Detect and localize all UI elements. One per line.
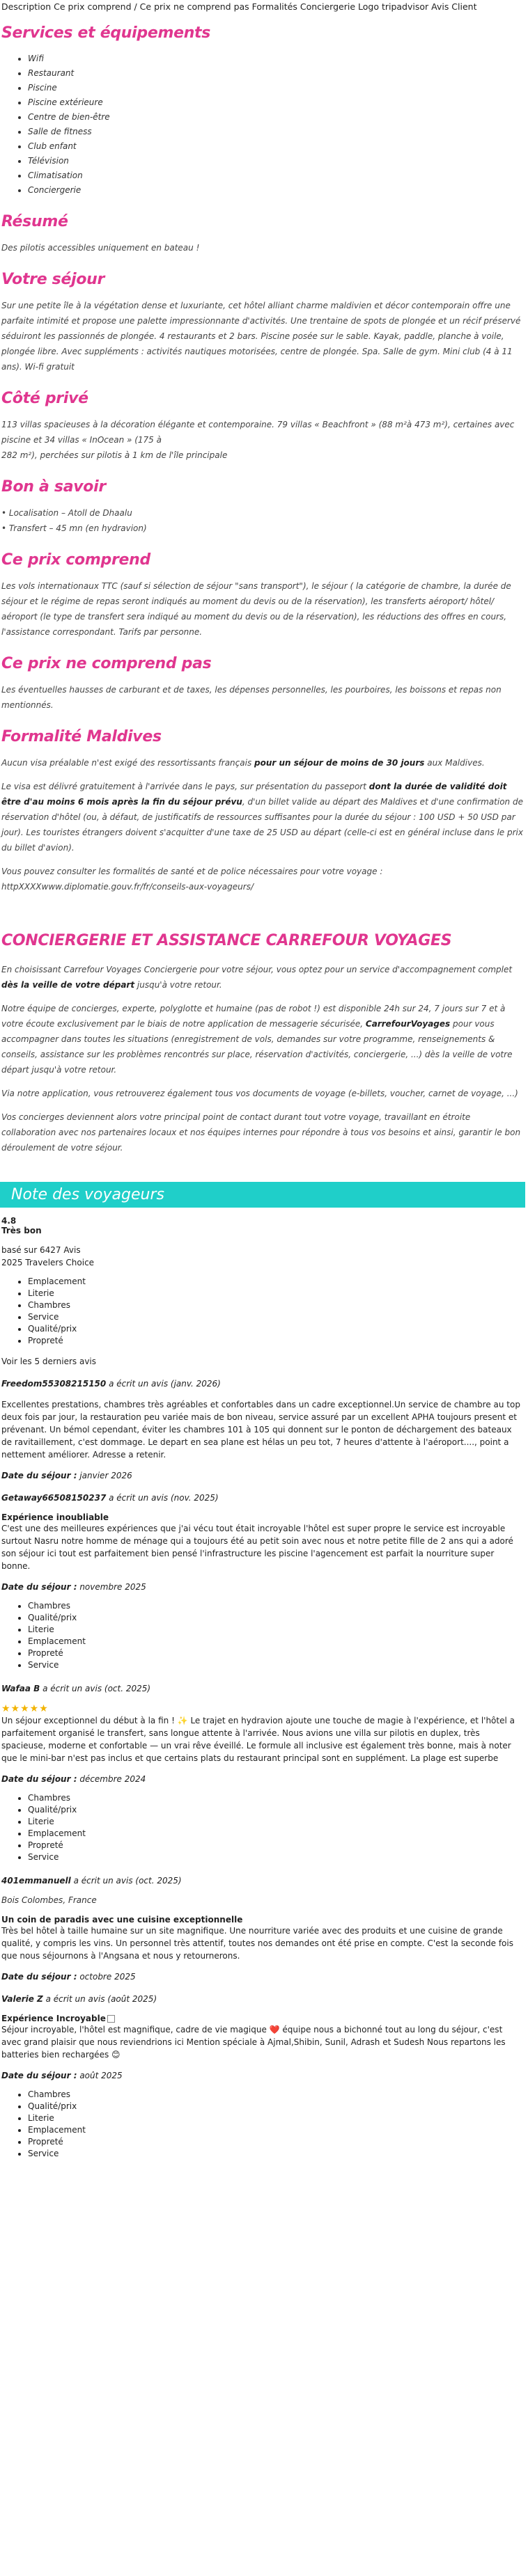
text-bold: dès la veille de votre départ (1, 980, 135, 990)
rating-criteria (1, 1276, 524, 1347)
review-stay-date (1, 1774, 524, 1784)
review-criterion: • Literie (28, 1624, 524, 1636)
review-criterion: • Chambres (28, 2089, 524, 2101)
rating-criterion: • Qualité/prix (28, 1323, 524, 1335)
service-item: • Conciergerie (28, 183, 524, 198)
sejour-section (0, 271, 525, 374)
review-item (1, 1684, 524, 1863)
see-last-reviews-link[interactable]: Voir les 5 derniers avis (1, 1357, 97, 1366)
review-text: Un séjour exceptionnel du début à la fin ! ✨ Le trajet en hydravion ajoute une touche de magie à l'expérience, et l'hôtel a parfaitement organisé le transfert, sans longue attente à l'arrivée. Nous avions une villa sur pilotis en duplex, très spacieuse, moderne et confortable — un vrai rêve éveillé. Le formule all inclusive est également très bonne, mais à noter que le mini-bar n'est pas inclus et que certains plats du restaurant principal sont en supplément. La plage est superbe (1, 1716, 515, 1763)
review-stay-date (1, 1972, 524, 1982)
review-criterion: • Service (28, 2148, 524, 2160)
breadcrumb[interactable]: Description Ce prix comprend / Ce prix ne comprend pas Formalités Conciergerie Logo tripadvisor Avis Client (1, 1, 477, 12)
review-stay-value: novembre 2025 (79, 1582, 146, 1592)
review-criterion: • Propreté (28, 2136, 524, 2148)
review-stay-label: Date du séjour : (1, 1582, 77, 1592)
sejour-title: Votre séjour (1, 271, 105, 288)
review-title-text: Expérience Incroyable (1, 2014, 106, 2023)
savoir-line: • Transfert – 45 mn (en hydravion) (1, 523, 147, 533)
review-title (1, 1512, 524, 1522)
rating-score: 4.8 (1, 1216, 17, 1226)
review-author[interactable]: Freedom55308215150 (1, 1379, 107, 1389)
service-item: • Wifi (28, 52, 524, 66)
conciergerie-section (0, 932, 525, 1155)
services-list (1, 52, 524, 198)
review-item (1, 1379, 524, 1480)
conciergerie-p4: Vos concierges deviennent alors votre principal point de contact durant tout votre voyage, travaillant en étroite collaboration avec nos partenaires locaux et nos équipes internes pour répondre à tous vos besoins et ainsi, garantir le bon déroulement de votre séjour. (1, 1112, 521, 1153)
reviews-section (0, 1216, 525, 2160)
comprend-title: Ce prix comprend (1, 551, 150, 569)
review-title (1, 2014, 524, 2023)
prive-line: 113 villas spacieuses à la décoration élégante et contemporaine. 79 villas « Beachfront » (88 m²à 473 m²), certaines avec piscine et 34 villas « InOcean » (175 à (1, 420, 515, 445)
service-item: • Climatisation (28, 168, 524, 183)
text-run: Le visa est délivré gratuitement à l'arrivée dans le pays, sur présentation du passeport (1, 782, 369, 791)
review-criterion: • Service (28, 1851, 524, 1863)
review-wrote: a écrit un avis (oct. 2025) (70, 1876, 182, 1886)
review-author[interactable]: Getaway66508150237 (1, 1493, 107, 1503)
rating-criterion: • Service (28, 1311, 524, 1323)
service-item: • Club enfant (28, 139, 524, 154)
review-stay-value: janvier 2026 (79, 1471, 132, 1480)
reviews-list (1, 1379, 524, 2160)
conciergerie-p3: Via notre application, vous retrouverez également tous vos documents de voyage (e-billets, voucher, carnet de voyage, ...) (1, 1089, 518, 1098)
review-title-text: Expérience inoubliable (1, 1512, 109, 1522)
conciergerie-p2 (1, 1001, 524, 1077)
placeholder-box-icon (107, 2015, 115, 2023)
review-stay-label: Date du séjour : (1, 1471, 77, 1480)
service-item: • Piscine (28, 81, 524, 95)
review-criterion: • Emplacement (28, 1828, 524, 1840)
review-stay-date (1, 1582, 524, 1592)
review-author-line (1, 1994, 524, 2004)
review-item (1, 1994, 524, 2160)
review-author[interactable]: 401emmanuell (1, 1876, 71, 1886)
review-criterion: • Literie (28, 2112, 524, 2124)
savoir-section (0, 478, 525, 536)
prive-title: Côté privé (1, 390, 88, 407)
review-criteria (1, 1600, 524, 1671)
comprend-section (0, 551, 525, 640)
conciergerie-title: CONCIERGERIE ET ASSISTANCE CARREFOUR VOYAGES (1, 932, 452, 949)
review-criterion: • Emplacement (28, 2124, 524, 2136)
ne-comprend-title: Ce prix ne comprend pas (1, 655, 212, 672)
review-author[interactable]: Valerie Z (1, 1994, 43, 2004)
review-item (1, 1876, 524, 1982)
review-stay-value: août 2025 (79, 2071, 123, 2080)
resume-section (0, 213, 525, 255)
review-stay-value: décembre 2024 (79, 1774, 146, 1784)
text-run: pour vous accompagner dans toutes les situations (enregistrement de vols, demandes sur votre programme, renseignements & conseils, assistance sur les problèmes rencontrés sur place, réservation d'activités, conciergerie, ...) dès la veille de votre départ jusqu'à votre retour. (1, 1019, 513, 1075)
review-criterion: • Chambres (28, 1600, 524, 1612)
service-item: • Centre de bien-être (28, 110, 524, 125)
review-text: Séjour incroyable, l'hôtel est magnifique, cadre de vie magique ❤️ équipe nous a bichonné tout au long du séjour, c'est avec grand plaisir que nous reviendrions ici Mention spéciale à Ajmal,Shibin, Sunil, Adrash et Sudesh Nous repartons les batteries bien rechargées 😊 (1, 2025, 506, 2060)
text-bold: CarrefourVoyages (365, 1019, 451, 1029)
review-stay-date (1, 1471, 524, 1480)
review-text: Très bel hôtel à taille humaine sur un site magnifique. Une nourriture variée avec des produits et une cuisine de grande qualité, y compris les vins. Un personnel très attentif, toutes nos demandes ont été prise en compte. C'est la seconde fois que nous séjournons à l'Angsana et nous y retournerons. (1, 1926, 513, 1961)
formalite-section (0, 728, 525, 894)
review-title (1, 1915, 524, 1925)
ne-comprend-section (0, 655, 525, 713)
review-criterion: • Propreté (28, 1647, 524, 1659)
review-item (1, 1493, 524, 1671)
review-criterion: • Propreté (28, 1840, 524, 1851)
review-criterion: • Literie (28, 1816, 524, 1828)
text-run: Aucun visa préalable n'est exigé des ressortissants français (1, 758, 255, 768)
text-bold: dont la durée de validité doit être d'au moins 6 mois après la fin du séjour prévu (1, 782, 507, 807)
review-author-line (1, 1379, 524, 1389)
service-item: • Restaurant (28, 66, 524, 81)
rating-award: 2025 Travelers Choice (1, 1258, 95, 1267)
services-title: Services et équipements (1, 24, 211, 42)
savoir-line: • Localisation – Atoll de Dhaalu (1, 508, 132, 518)
review-author-line (1, 1493, 524, 1503)
text-run: jusqu'à votre retour. (134, 980, 222, 990)
review-author-line (1, 1684, 524, 1693)
conciergerie-p1 (1, 962, 524, 993)
review-text: C'est une des meilleures expériences que j'ai vécu tout était incroyable l'hôtel est super propre le service est incroyable surtout Nasru notre homme de ménage qui a toujours été au petit soin avec nous et notre petite fille de 2 ans qui a adoré son séjour ici tout est parfaitement bien pensé l'infrastructure les piscine l'agencement est parfait la nourriture super bonne. (1, 1524, 513, 1571)
rating-criterion: • Chambres (28, 1299, 524, 1311)
review-author[interactable]: Wafaa B (1, 1684, 40, 1693)
service-item: • Télévision (28, 154, 524, 168)
rating-criterion: • Propreté (28, 1335, 524, 1347)
review-wrote: a écrit un avis (oct. 2025) (40, 1684, 151, 1693)
review-stay-value: octobre 2025 (79, 1972, 136, 1982)
review-wrote: a écrit un avis (août 2025) (42, 1994, 157, 2004)
review-criterion: • Service (28, 1659, 524, 1671)
review-criteria (1, 2089, 524, 2160)
review-wrote: a écrit un avis (nov. 2025) (106, 1493, 219, 1503)
review-criterion: • Qualité/prix (28, 1612, 524, 1624)
text-run: Notre équipe de concierges, experte, polyglotte et humaine (pas de robot !) est disponible 24h sur 24, 7 jours sur 7 et à votre écoute exclusivement par le biais de notre application de messagerie sécurisée, (1, 1004, 506, 1029)
formalite-p2 (1, 779, 524, 855)
review-criterion: • Chambres (28, 1792, 524, 1804)
text-run: En choisissant Carrefour Voyages Conciergerie pour votre séjour, vous optez pour un service d'accompagnement complet (1, 965, 513, 974)
review-author-line (1, 1876, 524, 1886)
review-criterion: • Emplacement (28, 1636, 524, 1647)
prive-line: 282 m²), perchées sur pilotis à 1 km de l'île principale (1, 450, 228, 460)
rating-based-on: basé sur 6427 Avis (1, 1245, 81, 1255)
service-item: • Salle de fitness (28, 125, 524, 139)
rating-label: Très bon (1, 1226, 42, 1235)
service-item: • Piscine extérieure (28, 95, 524, 110)
review-text: Excellentes prestations, chambres très agréables et confortables dans un cadre exceptionnel.Un service de chambre au top deux fois par jour, la restauration peu variée mais de bon niveau, service assuré par un excellent APHA toujours present et prévenant. Un bémol cependant, éviter les chambres 101 à 105 qui donnent sur le ponton de déchargement des bateaux de ravitaillement, c'est dommage. Le depart en sea plane est hélas un peu tot, 7 heures d'attente à l'aéroport...., point a nettement améliorer. Adresse a retenir. (1, 1400, 520, 1460)
ne-comprend-text: Les éventuelles hausses de carburant et de taxes, les dépenses personnelles, les pourboires, les boissons et repas non mentionnés. (1, 685, 502, 710)
review-criterion: • Qualité/prix (28, 1804, 524, 1816)
prive-section (0, 390, 525, 463)
review-criterion: • Qualité/prix (28, 2101, 524, 2112)
review-stay-label: Date du séjour : (1, 1774, 77, 1784)
review-stay-label: Date du séjour : (1, 2071, 77, 2080)
text-run: , d'un billet valide au départ des Maldives et d'une confirmation de réservation d'hôtel (ou, à défaut, de justificatifs de ressources suffisantes pour la durée du séjour : 100 USD + 50 USD par jour). Les touristes étrangers doivent s'acquitter d'une taxe de 25 USD au départ (celle-ci est en général incluse dans le prix du billet d'avion). (1, 797, 523, 853)
resume-title: Résumé (1, 213, 68, 230)
formalite-p3: Vous pouvez consulter les formalités de santé et de police nécessaires pour votre voyage : httpXXXXwww.diplomatie.gouv.fr/fr/conseils-aux-voyageurs/ (1, 867, 383, 892)
services-section (0, 24, 525, 198)
text-bold: pour un séjour de moins de 30 jours (254, 758, 425, 768)
review-stay-date (1, 2071, 524, 2080)
review-place: Bois Colombes, France (1, 1895, 97, 1905)
resume-text: Des pilotis accessibles uniquement en bateau ! (1, 243, 200, 253)
comprend-text: Les vols internationaux TTC (sauf si sélection de séjour "sans transport"), le séjour ( la catégorie de chambre, la durée de séjour et le régime de repas seront indiqués au moment du devis ou de la réservation), les transferts aéroport/ hôtel/ aéroport (le type de transfert sera indiqué au moment du devis ou de la réservation), les réductions des offres en cours, l'assistance correspondant. Tarifs par personne. (1, 581, 511, 637)
review-criteria (1, 1792, 524, 1863)
text-run: aux Maldives. (424, 758, 485, 768)
review-stars: ★★★★★ (1, 1703, 49, 1714)
review-wrote: a écrit un avis (janv. 2026) (106, 1379, 221, 1389)
sejour-text: Sur une petite île à la végétation dense et luxuriante, cet hôtel alliant charme maldivien et décor contemporain offre une parfaite intimité et propose une palette impressionnante d'activités. Une trentaine de spots de plongée et un récif préservé séduiront les passionnés de plongée. 4 restaurants et 2 bars. Piscine posée sur le sable. Kayak, paddle, planche à voile, plongée libre. Avec suppléments : activités nautiques motorisées, centre de plongée. Spa. Salle de gym. Mini club (4 à 11 ans). Wi-fi gratuit (1, 301, 521, 372)
review-stay-label: Date du séjour : (1, 1972, 77, 1982)
rating-criterion: • Literie (28, 1288, 524, 1299)
formalite-title: Formalité Maldives (1, 728, 162, 745)
savoir-title: Bon à savoir (1, 478, 106, 496)
review-title-text: Un coin de paradis avec une cuisine exceptionnelle (1, 1915, 243, 1925)
rating-criterion: • Emplacement (28, 1276, 524, 1288)
formalite-p1 (1, 755, 524, 771)
reviews-header-bar: Note des voyageurs (0, 1182, 525, 1208)
